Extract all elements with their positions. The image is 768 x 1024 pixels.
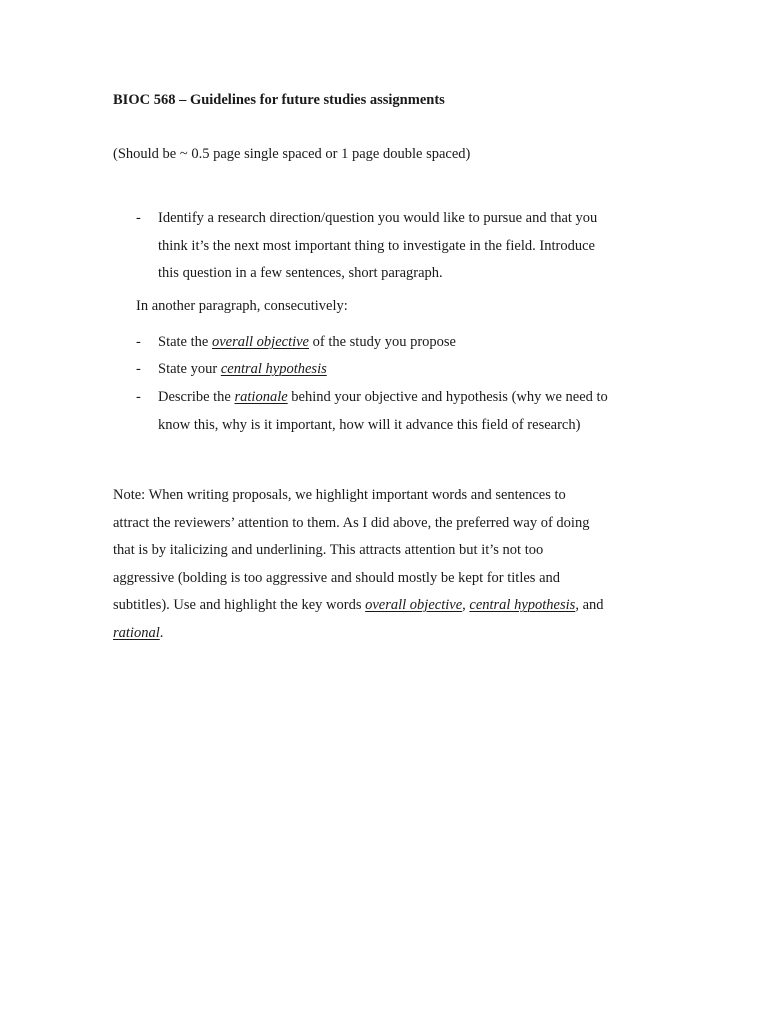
- bullet-line: think it’s the next most important thing to investigate in the field. Introduce: [158, 237, 595, 254]
- bullet-line: [158, 384, 658, 412]
- highlighted-keyword: rational: [113, 624, 160, 641]
- note-line: aggressive (bolding is too aggressive and should mostly be kept for titles and: [113, 569, 561, 586]
- bullet-dash: -: [136, 361, 141, 377]
- bullet-line: Identify a research direction/question you would like to pursue and that you: [158, 210, 598, 226]
- bullet-text: [158, 384, 658, 439]
- text-segment: behind your objective and hypothesis (why we need to: [287, 389, 608, 405]
- bullet-line: [158, 356, 658, 384]
- paragraph-lead: In another paragraph, consecutively:: [136, 298, 348, 314]
- length-requirement: (Should be ~ 0.5 page single spaced or 1 page double spaced): [113, 146, 471, 162]
- bullet-text: [158, 329, 658, 357]
- text-segment: of the study you propose: [309, 334, 456, 350]
- text-segment: Describe the: [158, 389, 235, 405]
- bullet-dash: -: [136, 334, 141, 350]
- highlighted-keyword: overall objective: [365, 597, 463, 613]
- bullet-line: this question in a few sentences, short paragraph.: [158, 265, 443, 281]
- bullet-line: know this, why is it important, how will it advance this field of research): [158, 416, 581, 433]
- highlighted-keyword: rationale: [234, 389, 288, 405]
- text-segment: ,: [462, 597, 470, 613]
- text-segment: State your: [158, 361, 221, 377]
- document-title: BIOC 568 – Guidelines for future studies assignments: [113, 92, 445, 108]
- note-line: [113, 592, 673, 620]
- note-paragraph: [113, 482, 673, 647]
- bullet-dash: -: [136, 210, 141, 226]
- highlighted-keyword: central hypothesis: [469, 597, 576, 613]
- bullet-line: [158, 329, 658, 357]
- note-line: Note: When writing proposals, we highlight important words and sentences to: [113, 487, 566, 503]
- text-segment: State the: [158, 334, 212, 350]
- highlighted-keyword: central hypothesis: [220, 361, 327, 377]
- bullet-text: [158, 205, 658, 288]
- note-line: that is by italicizing and underlining. This attracts attention but it’s not too: [113, 542, 544, 558]
- note-line: attract the reviewers’ attention to them. As I did above, the preferred way of doing: [113, 514, 590, 531]
- bullet-text: [158, 356, 658, 384]
- text-segment: , and: [575, 597, 604, 613]
- text-segment: .: [159, 624, 164, 641]
- note-line: [113, 620, 673, 648]
- bullet-dash: -: [136, 389, 141, 405]
- highlighted-keyword: overall objective: [211, 334, 309, 350]
- text-segment: subtitles). Use and highlight the key words: [113, 597, 366, 613]
